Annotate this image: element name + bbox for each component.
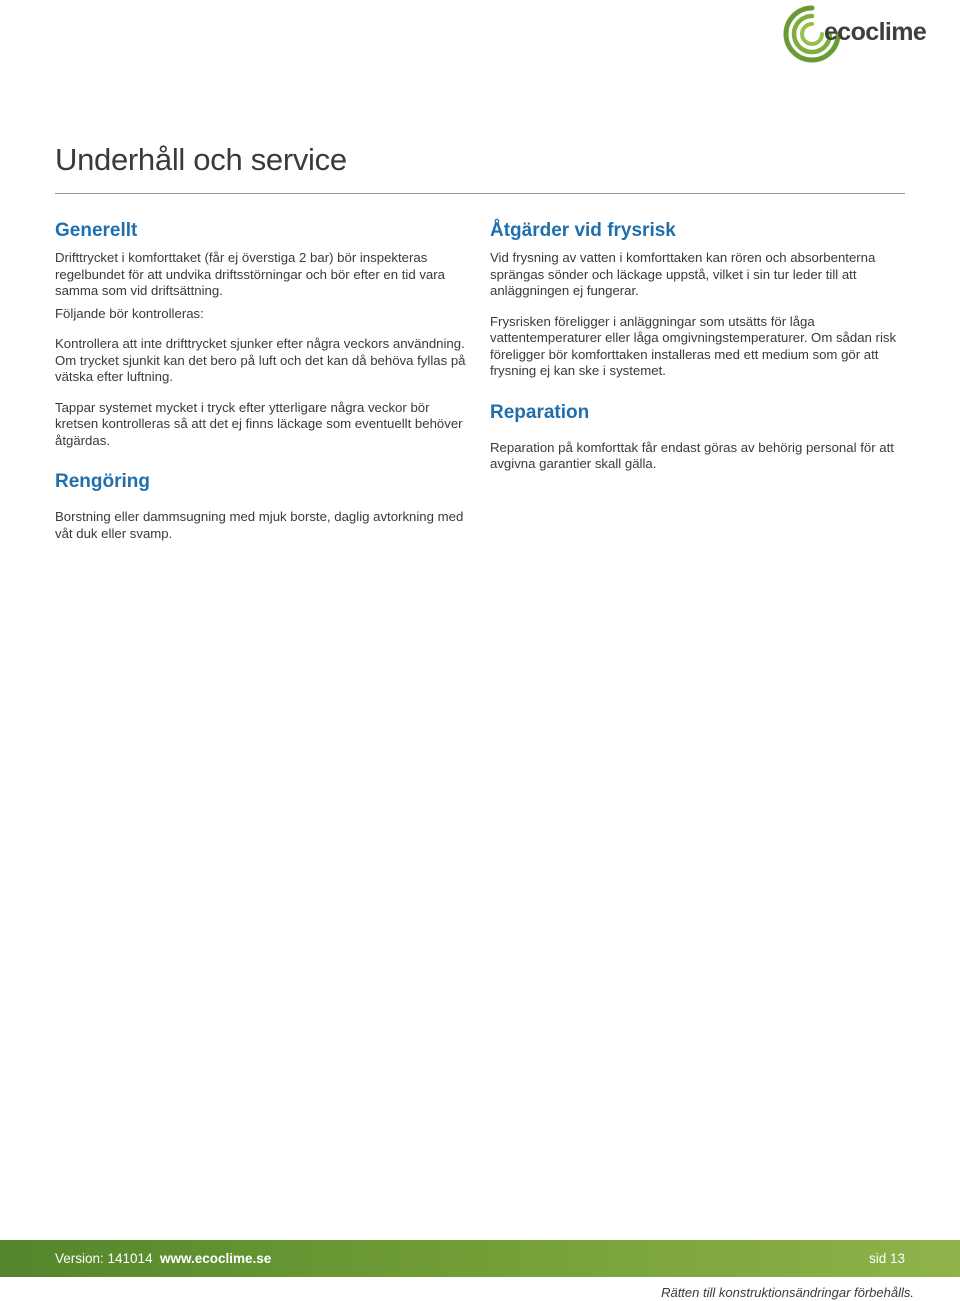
generellt-paragraph-2: Följande bör kontrolleras: <box>55 305 204 321</box>
section-heading-generellt: Generellt <box>55 220 138 241</box>
footer-website-link[interactable]: www.ecoclime.se <box>160 1251 272 1266</box>
footer-version: Version: 141014 <box>55 1251 153 1266</box>
generellt-paragraph-3: Kontrollera att inte drifttrycket sjunker efter några veckors användning. Om trycket sjunkit kan det bero på luft och det kan då behöva fyllas på vätska efter luftning. <box>55 336 466 384</box>
section-heading-frysrisk: Åtgärder vid frysrisk <box>490 220 676 241</box>
logo-wordmark: ecoclime <box>824 18 927 46</box>
ecoclime-logo <box>782 4 927 64</box>
title-divider <box>55 193 905 194</box>
page-title: Underhåll och service <box>55 142 347 177</box>
section-heading-reparation: Reparation <box>490 401 590 423</box>
footer-bar <box>0 1240 960 1277</box>
frysrisk-paragraph-2: Frysrisken föreligger i anläggningar som utsätts för låga vattentemperaturer eller låga omgivningstemperaturer. Om sådan risk föreligger bör komforttaken installeras med ett medium som gör att frysning ej kan ske i systemet. <box>490 313 897 378</box>
rengoring-paragraph-1: Borstning eller dammsugning med mjuk borste, daglig avtorkning med våt duk eller svamp. <box>55 509 464 541</box>
footer-page-number: sid 13 <box>868 1251 905 1266</box>
footer-disclaimer: Rätten till konstruktionsändringar förbehålls. <box>661 1285 914 1300</box>
generellt-paragraph-4: Tappar systemet mycket i tryck efter ytterligare några veckor bör kretsen kontrolleras så att det ej finns läckage som eventuellt behöver åtgärdas. <box>55 399 463 448</box>
section-reparation <box>490 400 910 473</box>
generellt-paragraph-1: Drifttrycket i komforttaket (får ej överstiga 2 bar) bör inspekteras regelbundet för att undvika driftsstörningar och bör efter en tid vara samma som vid driftsättning. <box>55 250 445 298</box>
section-generellt <box>55 218 475 449</box>
section-rengoring <box>55 469 475 542</box>
reparation-paragraph-1: Reparation på komforttak får endast göras av behörig personal för att avgivna garantier skall gälla. <box>490 439 894 471</box>
left-column <box>55 218 475 542</box>
frysrisk-paragraph-1: Vid frysning av vatten i komforttaken kan rören och absorbenterna sprängas sönder och läckage uppstå, vilket i sin tur leder till att anläggningen ej fungerar. <box>490 250 876 298</box>
right-column <box>490 218 910 473</box>
section-heading-rengoring: Rengöring <box>55 471 150 492</box>
section-frysrisk <box>490 218 910 380</box>
